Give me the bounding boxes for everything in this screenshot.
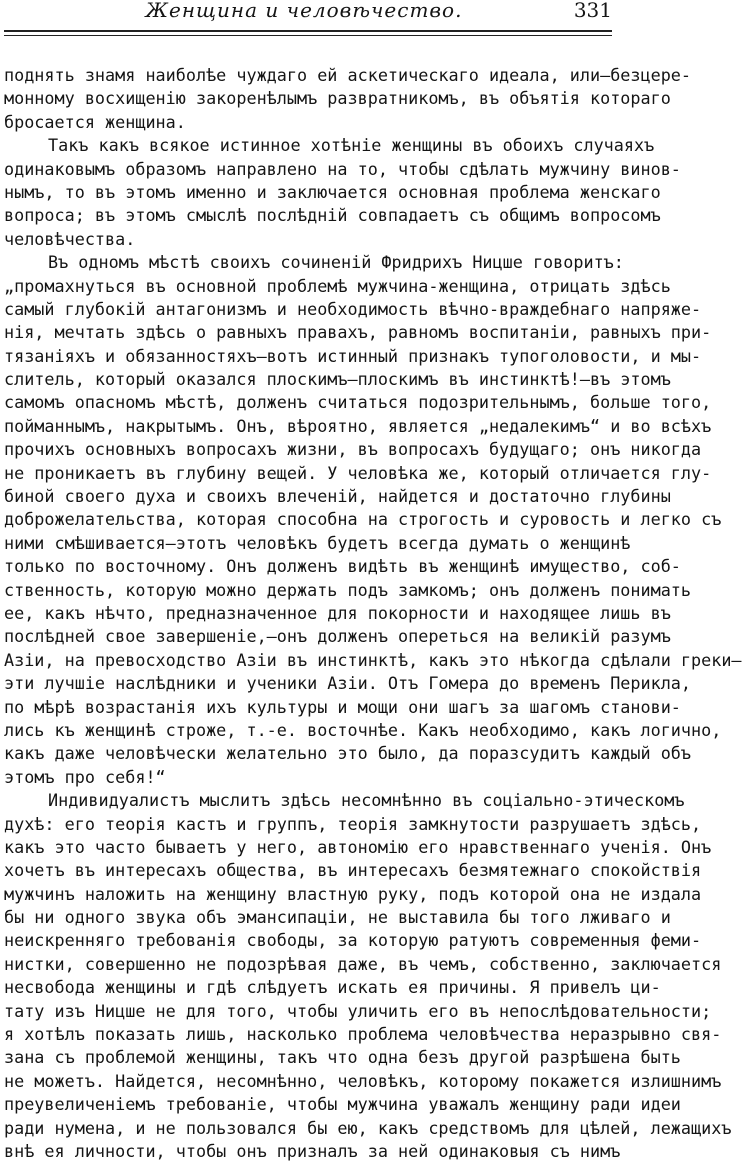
text-line: доброжелательства, которая способна на строгость и суровость и легко съ [4,509,722,530]
text-line: самомъ опасномъ мѣстѣ, долженъ считаться подозрительнымъ, больше того, [4,392,712,413]
text-line: вопроса; въ этомъ смыслѣ послѣдній совпадаетъ съ общимъ вопросомъ [4,205,661,226]
text-line: биной своего духа и своихъ влеченій, найдется и достаточно глубины [4,486,671,507]
text-line: я хотѣлъ показать лишь, насколько проблема человѣчества неразрывно свя- [4,1024,722,1045]
header-rule-thick [4,30,612,32]
text-line: „промахнуться въ основной проблемѣ мужчина-женщина, отрицать здѣсь [4,275,671,296]
text-line: поднять знамя наиболѣе чуждаго ей аскетическаго идеала, или—безцере- [4,65,692,85]
text-line: Такъ какъ всякое истинное хотѣніе женщины въ обоихъ случаяхъ [48,135,655,156]
body-text [4,64,742,1163]
text-line: Азіи, на превосходство Азіи въ инстинктѣ, какъ это нѣкогда сдѣлали греки— [4,649,742,670]
page-header [4,0,612,24]
text-line: по мѣрѣ возрастанія ихъ культуры и мощи они шагъ за шагомъ станови- [4,696,681,717]
text-line: внѣ ея личности, чтобы онъ призналъ за ней одинаковыя съ нимъ [4,1140,621,1161]
text-line: Индивидуалистъ мыслитъ здѣсь несомнѣнно въ соціально-этическомъ [48,790,685,811]
text-line: нистки, совершенно не подозрѣвая даже, въ чемъ, собственно, заключается [4,953,722,974]
text-line: бросается женщина. [4,111,186,132]
text-line: самый глубокій антагонизмъ и необходимость вѣчно-враждебнаго напряже- [4,298,702,319]
text-line: ее, какъ нѣчто, предназначенное для покорности и находящее лишь въ [4,602,671,623]
text-line: Въ одномъ мѣстѣ своихъ сочиненій Фридрихъ Ницше говоритъ: [48,252,624,273]
text-line: зана съ проблемой женщины, такъ что одна безъ другой разрѣшена быть [4,1047,681,1068]
text-line: прочихъ основныхъ вопросахъ жизни, въ вопросахъ будущаго; онъ никогда [4,439,702,460]
text-line: какъ даже человѣчески желательно это было, да поразсудитъ каждый объ [4,743,692,764]
text-line: несвобода женщины и гдѣ слѣдуетъ искать ея причины. Я привелъ ци- [4,977,661,998]
text-line: послѣдней свое завершеніе,—онъ долженъ опереться на великій разумъ [4,626,671,647]
text-line: тату изъ Ницше не для того, чтобы уличить его въ непослѣдовательности; [4,1000,712,1021]
text-line: слитель, который оказался плоскимъ—плоскимъ въ инстинктѣ!—въ этомъ [4,369,671,390]
text-line: лись къ женщинѣ строже, т.-е. восточнѣе. Какъ необходимо, какъ логично, [4,719,722,740]
text-line: тязаніяхъ и обязанностяхъ—вотъ истинный признакъ тупоголовости, и мы- [4,345,702,366]
text-line: преувеличеніемъ требованіе, чтобы мужчина уважалъ женщину ради идеи [4,1094,681,1115]
text-line: пойманнымъ, накрытымъ. Онъ, вѣроятно, является „недалекимъ“ и во всѣхъ [4,415,712,436]
text-line: только по восточному. Онъ долженъ видѣть въ женщинѣ имущество, соб- [4,556,681,577]
text-line: человѣчества. [4,228,136,249]
text-line: одинаковымъ образомъ направлено на то, чтобы сдѣлать мужчину винов- [4,158,681,179]
text-line: не можетъ. Найдется, несомнѣнно, человѣкъ, которому покажется излишнимъ [4,1070,722,1091]
text-line: духѣ: его теорія кастъ и группъ, теорія замкнутости разрушаетъ здѣсь, [4,813,702,834]
text-line: бы ни одного звука объ эмансипаціи, не выставила бы того лживаго и [4,907,671,928]
text-line: не проникаетъ въ глубину вещей. У человѣка же, который отличается глу- [4,462,712,483]
text-line: нымъ, то въ этомъ именно и заключается основная проблема женскаго [4,181,661,202]
text-line: какъ это часто бываетъ у него, автономію его нравственнаго ученія. Онъ [4,836,712,857]
text-line: мужчинъ наложить на женщину властную руку, подъ которой она не издала [4,883,702,904]
text-line: эти лучшіе наслѣдники и ученики Азіи. Отъ Гомера до временъ Перикла, [4,673,692,694]
running-title: Женщина и человѣчество. [145,0,463,22]
text-line: ственность, которую можно держать подъ замкомъ; онъ долженъ понимать [4,579,692,600]
text-line: этомъ про себя!“ [4,766,166,787]
text-line: неискренняго требованія свободы, за которую ратуютъ современныя феми- [4,930,702,951]
text-line: нія, мечтать здѣсь о равныхъ правахъ, равномъ воспитаніи, равныхъ при- [4,322,712,343]
text-line: монному восхищенію закоренѣлымъ развратникомъ, въ объятія котораго [4,88,671,109]
page-number: 331 [573,0,612,22]
text-line: хочетъ въ интересахъ общества, въ интересахъ безмятежнаго спокойствія [4,860,702,881]
text-line: ними смѣшивается—этотъ человѣкъ будетъ всегда думать о женщинѣ [4,532,631,553]
text-line: ради нумена, и не пользовался бы ею, какъ средствомъ для цѣлей, лежащихъ [4,1117,732,1138]
header-rule-thin [4,35,612,36]
